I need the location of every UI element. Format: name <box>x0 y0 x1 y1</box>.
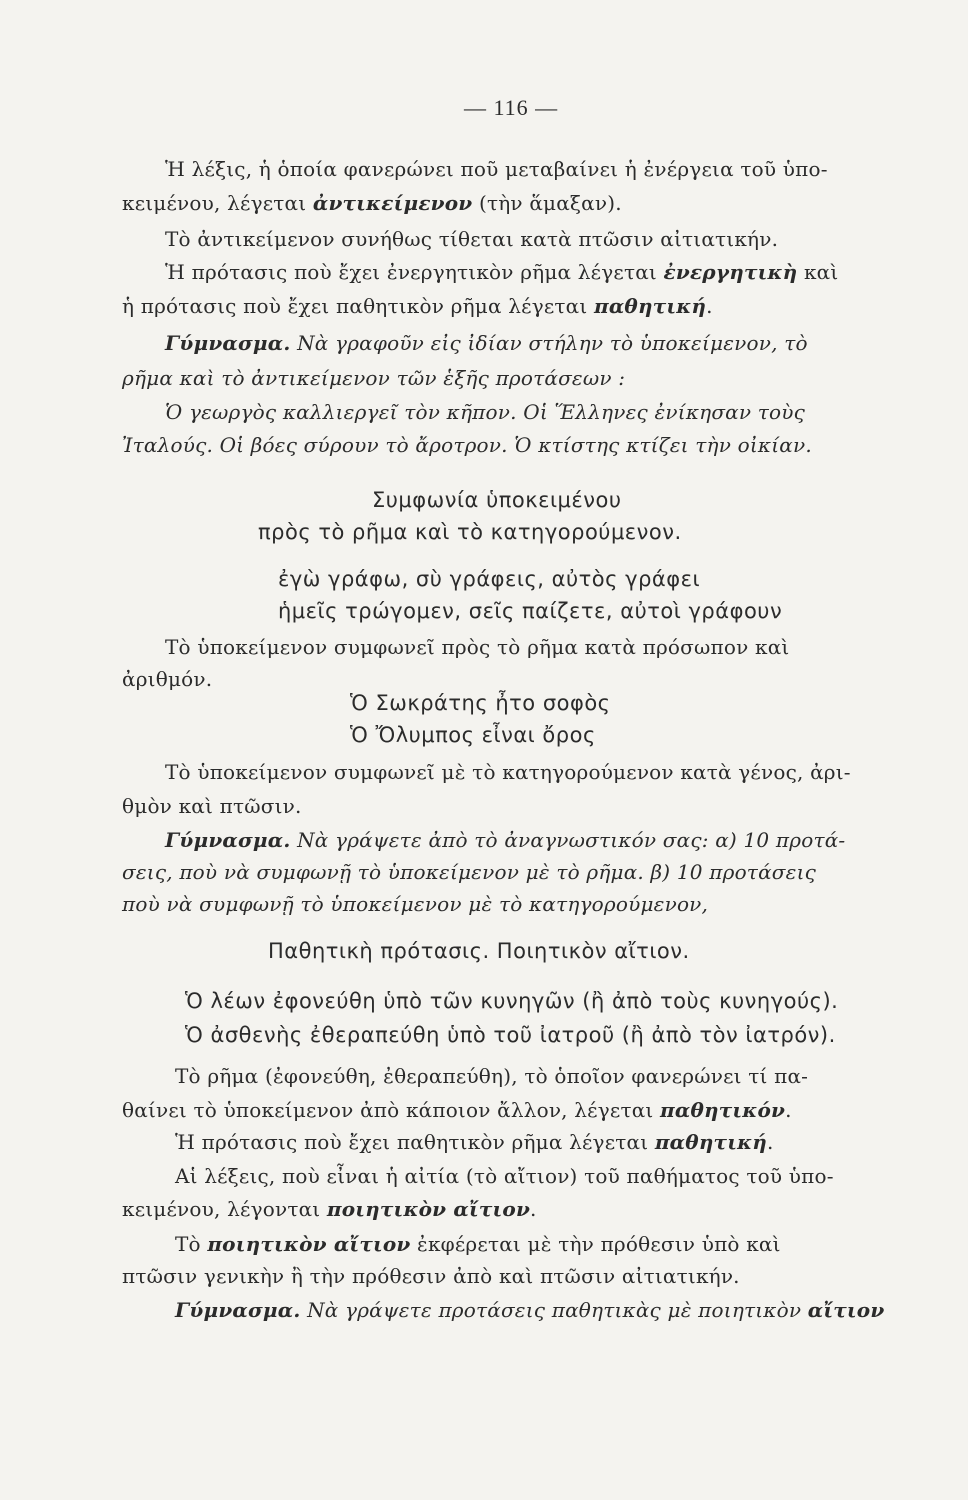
text-span: κειμένου, λέγονται <box>122 1197 327 1221</box>
text-line <box>175 1230 781 1258</box>
text-span: Νὰ γραφοῦν εἰς ἰδίαν στήλην τὸ ὑποκείμενον, τὸ <box>290 331 808 355</box>
section-heading: πρὸς τὸ ρῆμα καὶ τὸ κατηγορούμενον. <box>258 520 682 544</box>
text-span: καὶ <box>797 260 839 284</box>
exercise-line <box>165 826 845 854</box>
text-span: (τὴν ἅμαξαν). <box>472 191 622 215</box>
exercise-line: Ἰταλούς. Οἱ βόες σύρουν τὸ ἄροτρον. Ὁ κτίστης κτίζει τὴν οἰκίαν. <box>122 433 812 457</box>
text-span: ἡ πρότασις ποὺ ἔχει παθητικὸν ρῆμα λέγεται <box>122 294 594 318</box>
emphasis-term: ποιητικὸν αἴτιον <box>207 1232 411 1256</box>
text-span: Νὰ γράψετε προτάσεις παθητικὰς μὲ ποιητικὸν <box>300 1298 808 1322</box>
text-line <box>165 258 838 286</box>
text-line: Τὸ ἀντικείμενον συνήθως τίθεται κατὰ πτῶσιν αἰτιατικήν. <box>165 227 779 251</box>
text-span: κειμένου, λέγεται <box>122 191 313 215</box>
text-span: . <box>530 1197 537 1221</box>
text-span: Ἡ πρότασις ποὺ ἔχει ἐνεργητικὸν ρῆμα λέγεται <box>165 260 664 284</box>
example-line: Ὁ ἀσθενὴς ἐθεραπεύθη ὑπὸ τοῦ ἰατροῦ (ἢ ἀπὸ τὸν ἰατρόν). <box>185 1023 836 1047</box>
example-line: Ὁ Σωκράτης ἦτο σοφὸς <box>350 691 611 715</box>
text-span: Ἡ πρότασις ποὺ ἔχει παθητικὸν ρῆμα λέγεται <box>175 1130 655 1154</box>
text-span: Τὸ <box>175 1232 208 1256</box>
text-span: . <box>706 294 713 318</box>
example-line: Ὁ Ὄλυμπος εἶναι ὄρος <box>350 723 596 747</box>
page-number: — 116 — <box>464 95 559 120</box>
emphasis-term: ἀντικείμενον <box>312 191 473 215</box>
text-line: θμὸν καὶ πτῶσιν. <box>122 794 302 818</box>
text-line <box>122 1195 537 1223</box>
emphasis-term: ἐνεργητικὴ <box>663 260 798 284</box>
text-line: Τὸ ρῆμα (ἐφονεύθη, ἐθεραπεύθη), τὸ ὁποῖον φανερώνει τί πα- <box>175 1064 809 1088</box>
exercise-line <box>165 329 808 357</box>
exercise-label: Γύμνασμα. <box>165 828 291 852</box>
text-line <box>122 292 713 320</box>
text-span: . <box>785 1098 792 1122</box>
exercise-line <box>175 1296 884 1324</box>
emphasis-term: παθητική <box>654 1130 768 1154</box>
exercise-line: σεις, ποὺ νὰ συμφωνῇ τὸ ὑποκείμενον μὲ τὸ ρῆμα. β) 10 προτάσεις <box>122 860 817 884</box>
exercise-line: ρῆμα καὶ τὸ ἀντικείμενον τῶν ἑξῆς προτάσεων : <box>122 366 626 390</box>
text-span: Νὰ γράψετε ἀπὸ τὸ ἀναγνωστικόν σας: α) 10 προτά- <box>290 828 846 852</box>
section-heading: Παθητικὴ πρότασις. Ποιητικὸν αἴτιον. <box>268 939 690 963</box>
text-line <box>175 1128 774 1156</box>
emphasis-term: αἴτιον <box>807 1298 885 1322</box>
text-line: ἀριθμόν. <box>122 667 213 691</box>
text-span: ἐκφέρεται μὲ τὴν πρόθεσιν ὑπὸ καὶ <box>410 1232 781 1256</box>
text-line: Τὸ ὑποκείμενον συμφωνεῖ πρὸς τὸ ρῆμα κατὰ πρόσωπον καὶ <box>165 635 790 659</box>
section-heading: Συμφωνία ὑποκειμένου <box>372 488 622 512</box>
example-line: ἐγὼ γράφω, σὺ γράφεις, αὐτὸς γράφει <box>278 567 701 591</box>
exercise-label: Γύμνασμα. <box>175 1298 301 1322</box>
emphasis-term: ποιητικὸν αἴτιον <box>326 1197 531 1221</box>
example-line: ἡμεῖς τρώγομεν, σεῖς παίζετε, αὐτοὶ γράφουν <box>278 599 783 623</box>
text-line: Ἡ λέξις, ἡ ὁποία φανερώνει ποῦ μεταβαίνει ἡ ἐνέργεια τοῦ ὑπο- <box>165 157 828 181</box>
exercise-line: ποὺ νὰ συμφωνῇ τὸ ὑποκείμενον μὲ τὸ κατηγορούμενον, <box>122 892 709 916</box>
text-line: Αἱ λέξεις, ποὺ εἶναι ἡ αἰτία (τὸ αἴτιον) τοῦ παθήματος τοῦ ὑπο- <box>175 1164 834 1188</box>
text-span: θαίνει τὸ ὑποκείμενον ἀπὸ κάποιον ἄλλον, λέγεται <box>122 1098 661 1122</box>
exercise-line: Ὁ γεωργὸς καλλιεργεῖ τὸν κῆπον. Οἱ Ἕλληνες ἐνίκησαν τοὺς <box>165 400 806 424</box>
text-line <box>122 189 622 217</box>
exercise-label: Γύμνασμα. <box>165 331 291 355</box>
emphasis-term: παθητικόν <box>660 1098 786 1122</box>
example-line: Ὁ λέων ἐφονεύθη ὑπὸ τῶν κυνηγῶν (ἢ ἀπὸ τοὺς κυνηγούς). <box>185 989 839 1013</box>
text-line: Τὸ ὑποκείμενον συμφωνεῖ μὲ τὸ κατηγορούμενον κατὰ γένος, ἀρι- <box>165 760 851 784</box>
text-line: πτῶσιν γενικὴν ἢ τὴν πρόθεσιν ἀπὸ καὶ πτῶσιν αἰτιατικήν. <box>122 1264 740 1288</box>
text-line <box>122 1096 792 1124</box>
emphasis-term: παθητική <box>593 294 707 318</box>
text-span: . <box>767 1130 774 1154</box>
